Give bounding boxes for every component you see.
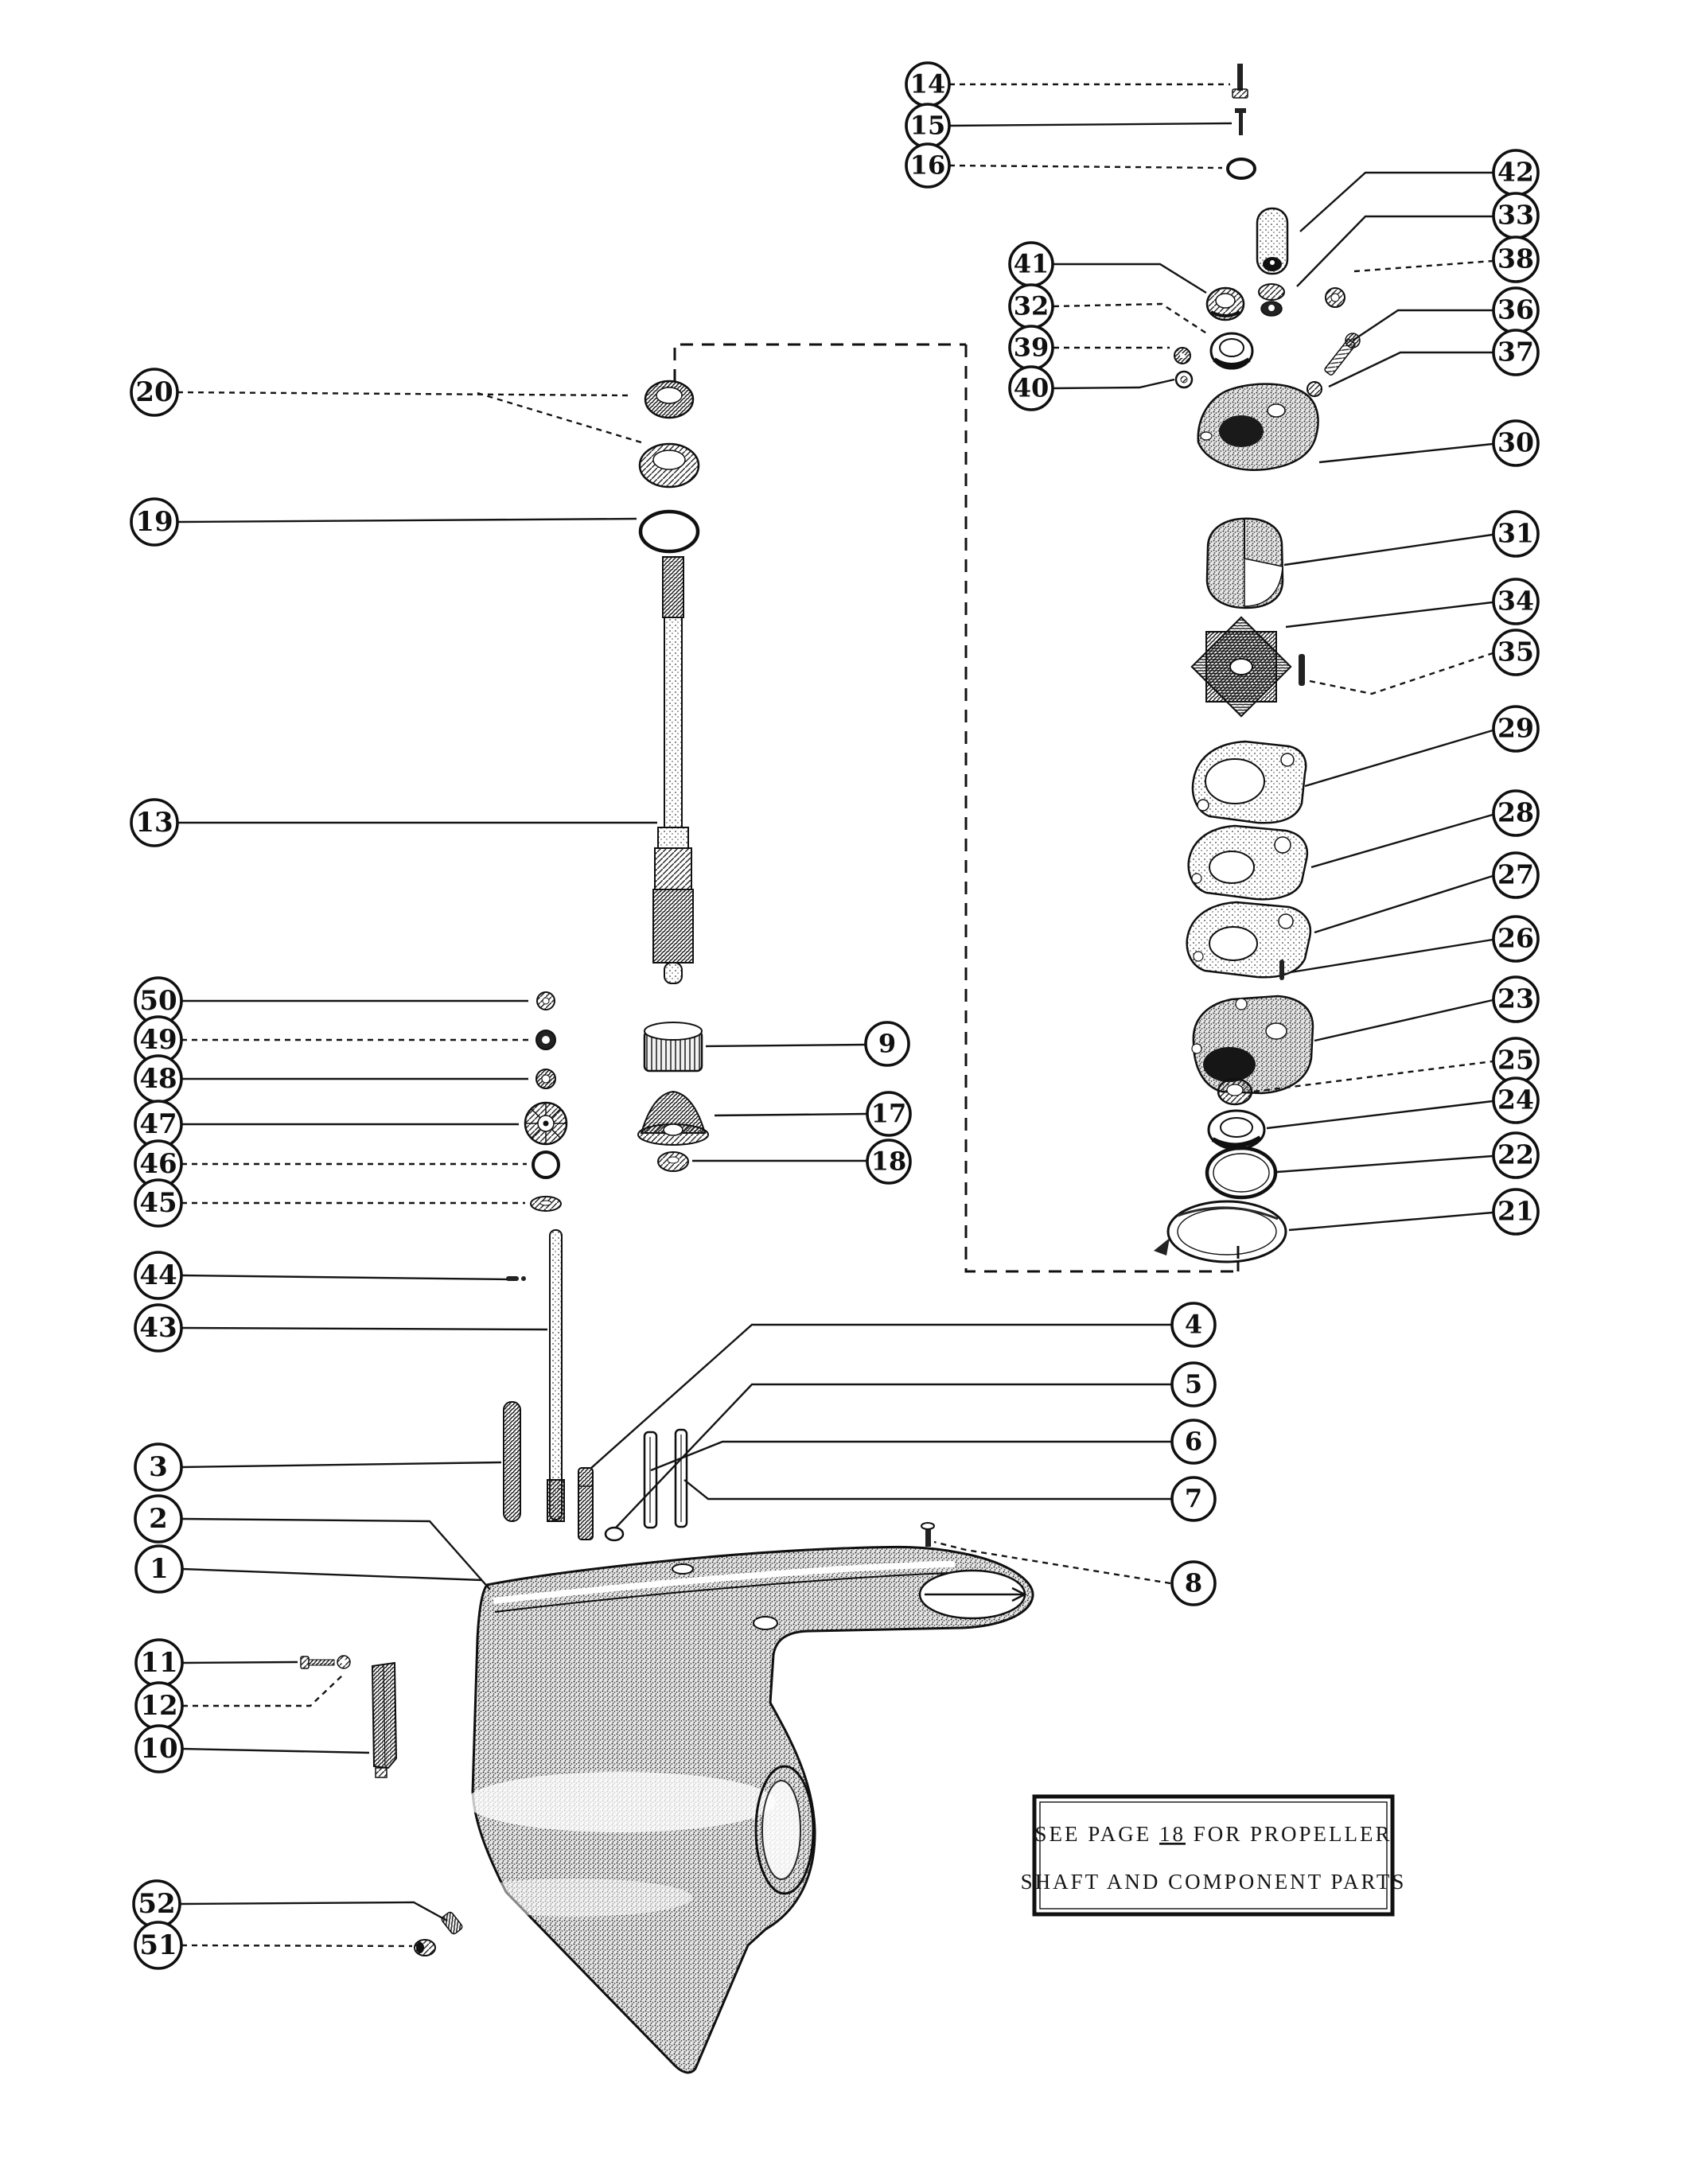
guide-tube-2-part (676, 1430, 687, 1527)
retainer-ring-part (606, 1528, 623, 1540)
water-pump-base-part (1198, 384, 1318, 470)
leader-line-51 (181, 1945, 412, 1946)
callout-12[interactable] (136, 1676, 342, 1729)
driveshaft-part (653, 557, 693, 983)
callout-5[interactable] (616, 1363, 1215, 1528)
housing-low-highlight (454, 1878, 692, 1917)
leader-line-17 (715, 1114, 866, 1115)
leader-line-12 (182, 1676, 342, 1706)
leader-line-20 (177, 392, 629, 395)
callout-number-29: 29 (1497, 712, 1534, 744)
callout-number-27: 27 (1497, 858, 1534, 890)
callout-number-20: 20 (135, 376, 173, 409)
o-ring-small-part (1228, 159, 1255, 178)
oil-seal-part (1211, 333, 1252, 368)
cotter-pin-part (506, 1276, 526, 1281)
note-line-2: SHAFT AND COMPONENT PARTS (1020, 1870, 1407, 1894)
housing-gasket-part (1154, 1201, 1286, 1262)
trim-tab-anode-part (372, 1663, 396, 1777)
shift-rod-part (504, 1402, 520, 1521)
retaining-ring-part (1218, 1079, 1252, 1104)
page-reference: 18 (1159, 1822, 1186, 1846)
callout-number-6: 6 (1184, 1426, 1203, 1457)
leader-line-34 (1286, 602, 1493, 627)
callout-number-39: 39 (1013, 332, 1050, 363)
o-ring-part (641, 512, 698, 551)
callout-48[interactable] (135, 1056, 528, 1102)
leader-line-5 (616, 1384, 1171, 1528)
o-ring-mid-part (533, 1152, 559, 1178)
callout-number-50: 50 (139, 985, 177, 1018)
callout-number-25: 25 (1497, 1044, 1534, 1076)
roller-bearing-part (644, 1022, 702, 1071)
callout-number-23: 23 (1497, 983, 1534, 1014)
callout-number-1: 1 (150, 1553, 169, 1586)
callout-2[interactable] (135, 1496, 490, 1590)
callout-number-36: 36 (1497, 294, 1534, 325)
leader-line-22 (1277, 1156, 1493, 1172)
leader-line-31 (1284, 535, 1493, 565)
shift-cam-part (578, 1468, 593, 1540)
exhaust-snout-bore (762, 1781, 800, 1879)
callout-39[interactable] (1010, 326, 1170, 369)
callout-13[interactable] (131, 800, 657, 846)
callout-number-31: 31 (1497, 517, 1534, 549)
bottom-hardware (301, 1656, 463, 1956)
impeller-key-part (1299, 654, 1305, 686)
callout-21[interactable] (1289, 1189, 1538, 1234)
deck-hole-1 (672, 1564, 693, 1574)
leader-line-30 (1319, 444, 1493, 462)
leader-line-21 (1289, 1213, 1493, 1230)
leader-line-37 (1329, 352, 1493, 387)
callout-3[interactable] (135, 1444, 501, 1490)
callout-35[interactable] (1310, 630, 1538, 694)
water-pump-assembly (1154, 64, 1360, 1271)
callout-number-30: 30 (1497, 426, 1534, 458)
callout-number-33: 33 (1497, 199, 1534, 231)
callout-number-43: 43 (139, 1312, 177, 1345)
leader-line-7 (684, 1480, 1171, 1499)
callout-number-19: 19 (135, 506, 173, 539)
callout-51[interactable] (135, 1922, 412, 1968)
driveshaft-assembly (638, 381, 708, 1171)
drive-screw-part (1233, 64, 1248, 98)
leader-line-42 (1300, 173, 1493, 232)
callout-number-28: 28 (1497, 796, 1534, 828)
callout-7[interactable] (684, 1477, 1215, 1520)
callout-number-2: 2 (149, 1503, 168, 1536)
callout-15[interactable] (906, 104, 1232, 147)
callout-number-24: 24 (1497, 1084, 1534, 1115)
callout-31[interactable] (1284, 512, 1538, 565)
callout-1[interactable] (136, 1546, 482, 1592)
o-ring-large-part (1207, 1148, 1275, 1197)
callout-22[interactable] (1277, 1133, 1538, 1178)
note-line-1: SEE PAGE 18 FOR PROPELLER (1034, 1822, 1392, 1846)
leader-line-40 (1053, 380, 1174, 388)
callout-number-44: 44 (139, 1259, 177, 1292)
impeller-part (1192, 617, 1291, 716)
callout-number-47: 47 (139, 1108, 177, 1141)
callout-number-48: 48 (139, 1063, 177, 1096)
nut-part (1326, 288, 1345, 307)
callout-number-46: 46 (139, 1148, 177, 1181)
callout-30[interactable] (1319, 421, 1538, 465)
callout-number-41: 41 (1013, 248, 1050, 279)
shift-shaft-part (547, 1230, 564, 1521)
bearing-cup-bore (656, 387, 682, 403)
callout-number-35: 35 (1497, 636, 1534, 668)
callout-20[interactable] (131, 369, 641, 442)
callout-10[interactable] (136, 1726, 369, 1772)
callout-number-51: 51 (139, 1929, 177, 1962)
callout-26[interactable] (1291, 917, 1538, 972)
plug-part (441, 1911, 464, 1935)
callout-16[interactable] (906, 144, 1222, 187)
gasket-upper-part (1189, 826, 1307, 899)
leader-line-41 (1053, 264, 1206, 293)
leader-line-33 (1297, 216, 1493, 286)
callout-47[interactable] (135, 1101, 519, 1147)
leader-line-28 (1311, 815, 1493, 867)
callout-50[interactable] (135, 978, 528, 1024)
leader-line-9 (706, 1045, 865, 1046)
callout-18[interactable] (692, 1140, 910, 1183)
leader-line-26 (1291, 940, 1493, 972)
callout-number-10: 10 (140, 1733, 178, 1765)
callout-52[interactable] (134, 1881, 447, 1927)
pin-part (1235, 108, 1246, 135)
leader-line-24 (1267, 1101, 1493, 1128)
leader-line-35 (1310, 653, 1493, 694)
washer-stack-part (1259, 284, 1284, 316)
leader-line-3 (181, 1462, 501, 1467)
leader-line-6 (651, 1442, 1171, 1470)
callout-43[interactable] (135, 1305, 547, 1351)
callout-11[interactable] (136, 1640, 298, 1686)
callout-45[interactable] (135, 1180, 525, 1226)
callout-number-37: 37 (1497, 336, 1534, 368)
leader-line-44 (181, 1275, 508, 1279)
leader-line-52 (180, 1902, 447, 1921)
leader-line-32 (1053, 304, 1208, 334)
leader-line-15 (949, 123, 1232, 126)
upper-bearing-part (1207, 288, 1244, 320)
leader-line-20-2 (477, 393, 641, 442)
callout-29[interactable] (1305, 707, 1538, 786)
gasket-lower-part (1187, 902, 1310, 977)
bearing-bore (653, 450, 685, 469)
callout-number-21: 21 (1497, 1195, 1534, 1227)
callout-number-14: 14 (909, 68, 946, 99)
face-plate-part (1193, 742, 1306, 823)
callout-number-42: 42 (1497, 156, 1534, 188)
callout-19[interactable] (131, 499, 637, 545)
grommet-part (1174, 348, 1190, 364)
callout-number-13: 13 (135, 807, 173, 839)
callout-38[interactable] (1354, 237, 1538, 282)
callout-14[interactable] (906, 63, 1230, 106)
callout-number-18: 18 (870, 1146, 907, 1177)
leader-line-1 (182, 1569, 482, 1580)
callout-number-45: 45 (139, 1187, 177, 1220)
leader-line-19 (177, 519, 637, 522)
callout-number-40: 40 (1013, 372, 1050, 403)
callout-number-32: 32 (1013, 290, 1050, 321)
pump-insert-cup-part (1207, 519, 1283, 608)
callout-46[interactable] (135, 1141, 527, 1187)
leader-line-23 (1314, 1000, 1493, 1041)
nut-small-part (1307, 382, 1322, 396)
callout-number-12: 12 (140, 1690, 178, 1723)
torpedo-bore (920, 1571, 1025, 1618)
callout-number-7: 7 (1184, 1483, 1203, 1514)
callout-number-26: 26 (1497, 922, 1534, 954)
callout-number-34: 34 (1497, 585, 1534, 617)
callout-number-52: 52 (138, 1888, 176, 1921)
driveshaft-sleeve-part (1257, 208, 1287, 274)
callout-9[interactable] (706, 1022, 909, 1065)
callout-number-38: 38 (1497, 243, 1534, 274)
gear-housing-group (454, 1523, 1033, 2073)
leader-line-11 (182, 1662, 298, 1663)
leader-line-43 (181, 1328, 547, 1329)
guide-tube-part (644, 1432, 656, 1528)
callout-number-4: 4 (1184, 1309, 1203, 1340)
housing-mid-highlight (465, 1772, 776, 1832)
washer-part (1176, 372, 1192, 387)
deck-hole-2 (754, 1617, 777, 1629)
bevel-gear-part (525, 1103, 567, 1144)
callout-number-17: 17 (870, 1098, 907, 1129)
pinion-gear-part (638, 1092, 708, 1145)
deck-stud-part (921, 1523, 934, 1547)
seal-ring-part (1209, 1111, 1264, 1149)
dowel-pin-part (1279, 960, 1284, 980)
callout-40[interactable] (1010, 367, 1174, 410)
callout-44[interactable] (135, 1252, 508, 1298)
leader-line-29 (1305, 730, 1493, 786)
dashed-reference-outline (675, 345, 1238, 1271)
leader-line-38 (1354, 261, 1493, 271)
callout-6[interactable] (651, 1420, 1215, 1470)
leader-line-10 (182, 1749, 369, 1753)
callout-number-22: 22 (1497, 1139, 1534, 1170)
callout-number-15: 15 (909, 110, 946, 141)
callout-34[interactable] (1286, 579, 1538, 627)
pinion-nut-part (658, 1152, 688, 1171)
callout-number-3: 3 (149, 1451, 168, 1484)
callout-49[interactable] (135, 1017, 528, 1063)
callout-number-16: 16 (909, 150, 946, 181)
leader-line-36 (1353, 310, 1493, 341)
callout-17[interactable] (715, 1092, 910, 1135)
callout-number-11: 11 (140, 1647, 178, 1680)
note-box (1021, 1797, 1407, 1914)
bearing-carrier-part (1192, 996, 1313, 1093)
callout-23[interactable] (1314, 977, 1538, 1041)
plug-cup-part (415, 1940, 435, 1956)
callout-number-9: 9 (878, 1028, 897, 1059)
callout-number-49: 49 (139, 1024, 177, 1057)
callout-layer (131, 63, 1538, 1968)
anode-screw-part (301, 1656, 350, 1668)
leader-line-27 (1314, 876, 1493, 932)
leader-line-16 (949, 165, 1222, 168)
callout-number-8: 8 (1184, 1567, 1203, 1598)
callout-number-5: 5 (1184, 1368, 1203, 1400)
